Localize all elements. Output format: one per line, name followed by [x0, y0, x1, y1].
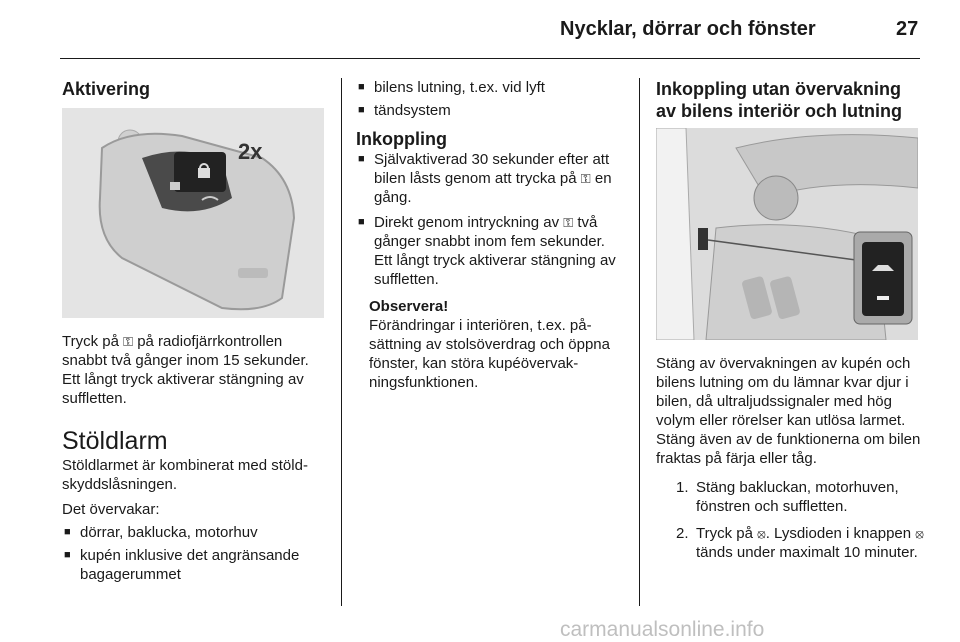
list-item: ■ dörrar, baklucka, motorhuv [62, 523, 327, 542]
aktivering-paragraph: Tryck på ⚿ på radiofjärrkontrollen snabbt två gånger inom 15 sekunder. Ett långt tryck aktiverar stängning av suffletten. [62, 333, 309, 407]
key-fob-figure [62, 108, 324, 318]
monitors-label: Det övervakar: [62, 501, 160, 518]
heading-inkoppling-utan-overvakning: Inkoppling utan övervakning av bilens interiör och lutning [656, 79, 903, 121]
right-column [656, 78, 918, 122]
press-twice-label [238, 139, 263, 164]
key-fob-illustration [62, 108, 324, 318]
heading-inkoppling: Inkoppling [356, 129, 447, 149]
column-divider-2 [639, 78, 640, 606]
right-column-text [656, 354, 924, 562]
heading-stoldlarm: Stöldlarm [62, 427, 168, 455]
list-item: ■ bilens lutning, t.ex. vid lyft [356, 78, 626, 97]
header-rule [60, 58, 920, 59]
stoldlarm-intro: Stöldlarmet är kombinerat med stöldskyddslåsningen. [62, 457, 308, 493]
car-tilt-icon: ⦻ [757, 526, 766, 541]
running-header-title: Nycklar, dörrar och fönster [560, 18, 816, 40]
lock-icon: ⚿ [563, 215, 574, 230]
lock-icon: ⚿ [580, 171, 591, 186]
list-item: 1. Stäng bakluckan, motorhuven, fönstren och suffletten. [676, 479, 899, 515]
list-item: 2. Tryck på ⦻. Lysdioden i knappen ⦻ tänds under maximalt 10 minuter. [676, 525, 924, 561]
middle-column [356, 78, 626, 392]
left-column-text [62, 332, 327, 584]
column-divider-1 [341, 78, 342, 606]
list-item: ■ Direkt genom intryckning av ⚿ två gånger snabbt inom fem sekunder. Ett långt tryck aktiverar stängning av suffletten. [356, 213, 626, 289]
list-item: ■ Självaktiverad 30 sekunder efter att bilen låsts genom att trycka på ⚿ en gång. [356, 150, 626, 207]
list-item: ■ tändsystem [356, 101, 626, 120]
page-number: 27 [896, 18, 919, 40]
note-heading: Observera! [369, 298, 449, 315]
watermark: carmanualsonline.info [560, 618, 765, 641]
heading-aktivering: Aktivering [62, 79, 151, 99]
interior-button-figure [656, 128, 918, 340]
interior-illustration [656, 128, 918, 340]
note-text: Förändringar i interiören, t.ex. påsättning av stolsöverdrag och öppna fönster, kan störa kupéövervakningsfunktionen. [369, 317, 610, 391]
car-tilt-icon: ⦻ [915, 526, 924, 541]
left-column [62, 78, 324, 100]
list-item: ■ kupén inklusive det angränsande bagagerummet [62, 546, 327, 584]
right-paragraph: Stäng av övervakningen av kupén och bilens lutning om du lämnar kvar djur i bilen, då ultraljudssignaler med hög volym eller rörelser kan utlösa larmet. Stäng även av de funktionerna om bilen fraktas på färja eller tåg. [656, 355, 921, 467]
svg-text:2x: 2x [238, 139, 263, 164]
lock-icon: ⚿ [123, 334, 134, 349]
